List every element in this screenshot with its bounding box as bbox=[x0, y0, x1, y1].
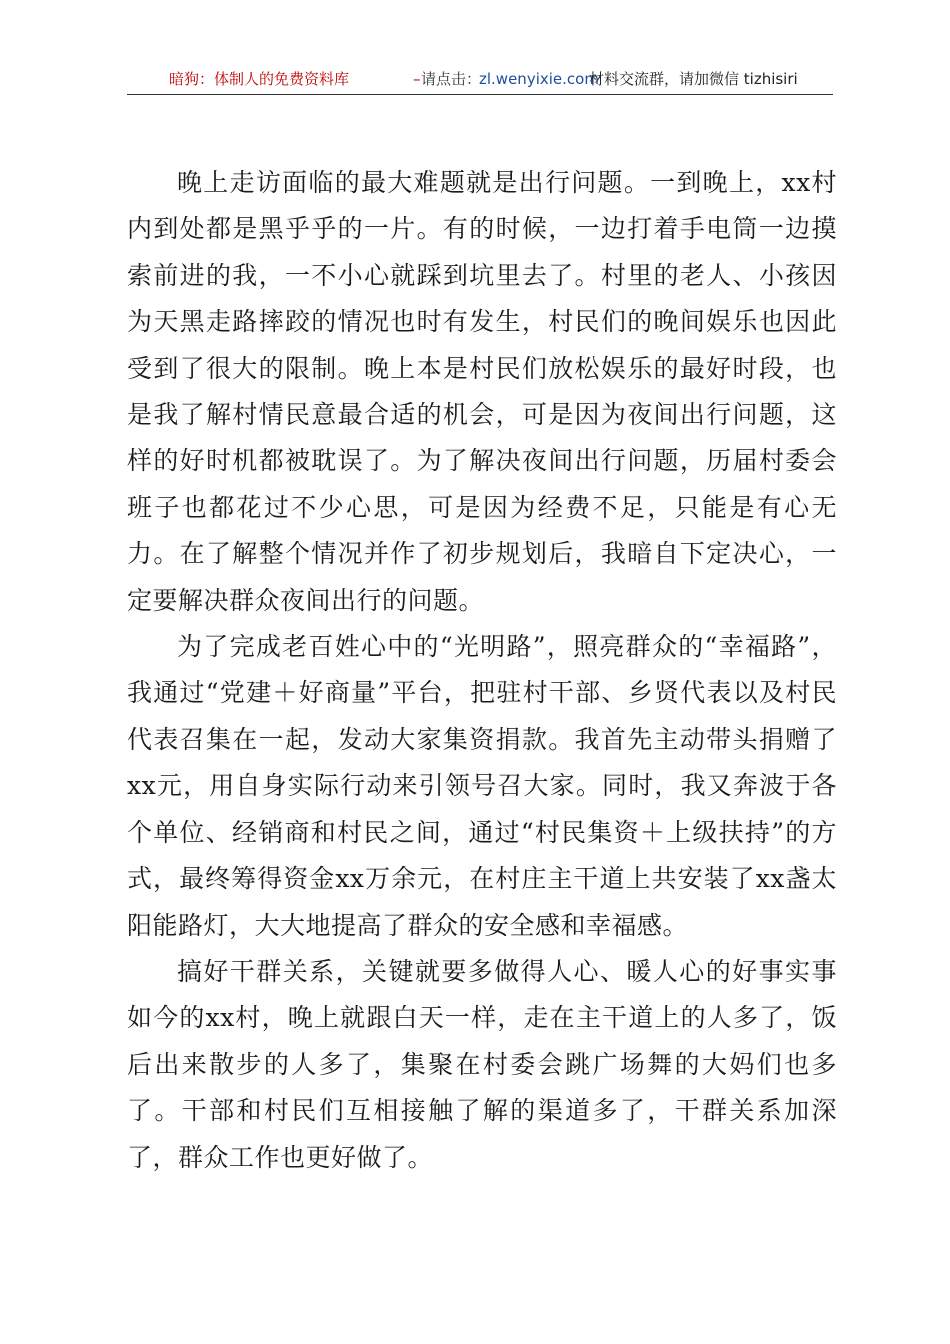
document-body bbox=[127, 160, 837, 1181]
paragraph-2: 为了完成老百姓心中的“光明路”，照亮群众的“幸福路”，我通过“党建＋好商量”平台，把驻村干部、乡贤代表以及村民代表召集在一起，发动大家集资捐款。我首先主动带头捐赠了xx元，用自身实际行动来引领号召大家。同时，我又奔波于各个单位、经销商和村民之间，通过“村民集资＋上级扶持”的方式，最终筹得资金xx万余元，在村庄主干道上共安装了xx盏太阳能路灯，大大地提高了群众的安全感和幸福感。 bbox=[127, 632, 837, 940]
page-header bbox=[127, 68, 833, 95]
header-link[interactable]: zl.wenyixie.com bbox=[479, 70, 599, 88]
header-contact: 材料交流群，请加微信 tizhisiri bbox=[589, 70, 798, 88]
header-site-name: 暗狗：体制人的免费资料库 bbox=[169, 70, 350, 88]
header-click-label: 请点击： bbox=[421, 70, 482, 88]
header-dash: – bbox=[413, 70, 421, 88]
paragraph-3: 搞好干群关系，关键就要多做得人心、暖人心的好事实事如今的xx村，晚上就跟白天一样，走在主干道上的人多了，饭后出来散步的人多了，集聚在村委会跳广场舞的大妈们也多了。干部和村民们互相接触了解的渠道多了，干群关系加深了，群众工作也更好做了。 bbox=[127, 956, 837, 1172]
paragraph-1: 晚上走访面临的最大难题就是出行问题。一到晚上，xx村内到处都是黑乎乎的一片。有的时候，一边打着手电筒一边摸索前进的我，一不小心就踩到坑里去了。村里的老人、小孩因为天黑走路摔跤的情况也时有发生，村民们的晚间娱乐也因此受到了很大的限制。晚上本是村民们放松娱乐的最好时段，也是我了解村情民意最合适的机会，可是因为夜间出行问题，这样的好时机都被耽误了。为了解决夜间出行问题，历届村委会班子也都花过不少心思，可是因为经费不足，只能是有心无力。在了解整个情况并作了初步规划后，我暗自下定决心，一定要解决群众夜间出行的问题。 bbox=[127, 168, 837, 615]
